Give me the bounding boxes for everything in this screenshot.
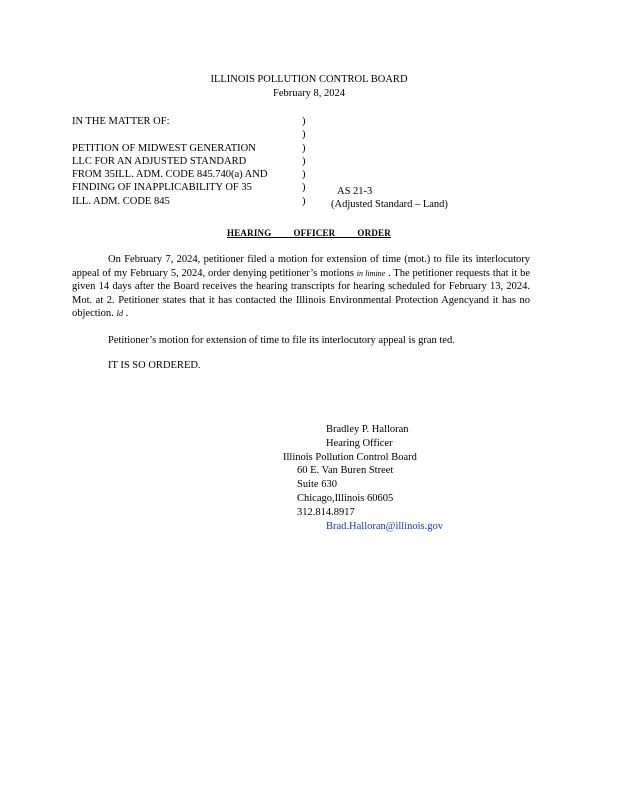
address-street: 60 E. Van Buren Street: [297, 465, 394, 477]
case-type: (Adjusted Standard – Land): [331, 199, 448, 211]
address-suite: Suite 630: [297, 479, 337, 491]
in-limine-term: in limine: [356, 268, 386, 278]
id-citation: Id: [116, 309, 123, 318]
body-paragraph-1: [72, 253, 530, 321]
address-city: Chicago,Illinois 60605: [297, 492, 394, 504]
signer-org: Illinois Pollution Control Board: [283, 451, 417, 463]
para1-text: On February 7, 2024, petitioner filed a motion for extension of time (mot.) to file its interlocutory appeal of my February 5, 2024, order denying petitioner’s motions: [72, 254, 530, 279]
body-paragraph-2: Petitioner’s motion for extension of time to file its interlocutory appeal is gran ted.: [108, 335, 455, 346]
caption-line: [72, 128, 267, 141]
signer-title: Hearing Officer: [326, 437, 393, 449]
caption-line: PETITION OF MIDWEST GENERATION: [72, 142, 256, 154]
paren: ): [302, 142, 306, 154]
order-date: February 8, 2024: [272, 88, 346, 99]
paren: ): [302, 155, 306, 167]
para1-end: .: [123, 308, 129, 319]
case-identifier: [331, 185, 448, 212]
caption-line: FINDING OF INAPPLICABILITY OF 35: [72, 182, 252, 194]
paren: ): [302, 116, 306, 127]
case-caption: [72, 115, 267, 208]
paren: ): [302, 195, 306, 207]
agency-name: ILLINOIS POLLUTION CONTROL BOARD: [210, 74, 408, 85]
document-title-text: HEARING OFFICER ORDER: [227, 228, 391, 238]
body-paragraph-3: IT IS SO ORDERED.: [108, 360, 201, 371]
signer-name: Bradley P. Halloran: [326, 424, 409, 435]
paren: ): [302, 129, 306, 141]
caption-line: IN THE MATTER OF:: [72, 116, 170, 127]
caption-line: LLC FOR AN ADJUSTED STANDARD: [72, 155, 247, 167]
phone-number: 312.814.8917: [297, 506, 355, 518]
paren: ): [302, 182, 306, 194]
para1-text-cont: . The petitioner requests that it be given 14 days after the Board receives the hearing transcripts for hearing scheduled for February 13, 2024. Mot. at 2. Petitioner states that it has contacted the Illinois Environmental Protection Agencyand it has no objection.: [72, 267, 530, 319]
caption-line: FROM 35ILL. ADM. CODE 845.740(a) AND: [72, 169, 268, 181]
case-number: AS 21-3: [337, 186, 373, 197]
document-title: [0, 228, 618, 238]
caption-parentheses: [302, 115, 306, 208]
caption-line: ILL. ADM. CODE 845: [72, 195, 170, 207]
email-link[interactable]: Brad.Halloran@illinois.gov: [326, 520, 443, 532]
paren: ): [302, 169, 306, 181]
signature-block: [283, 423, 443, 533]
